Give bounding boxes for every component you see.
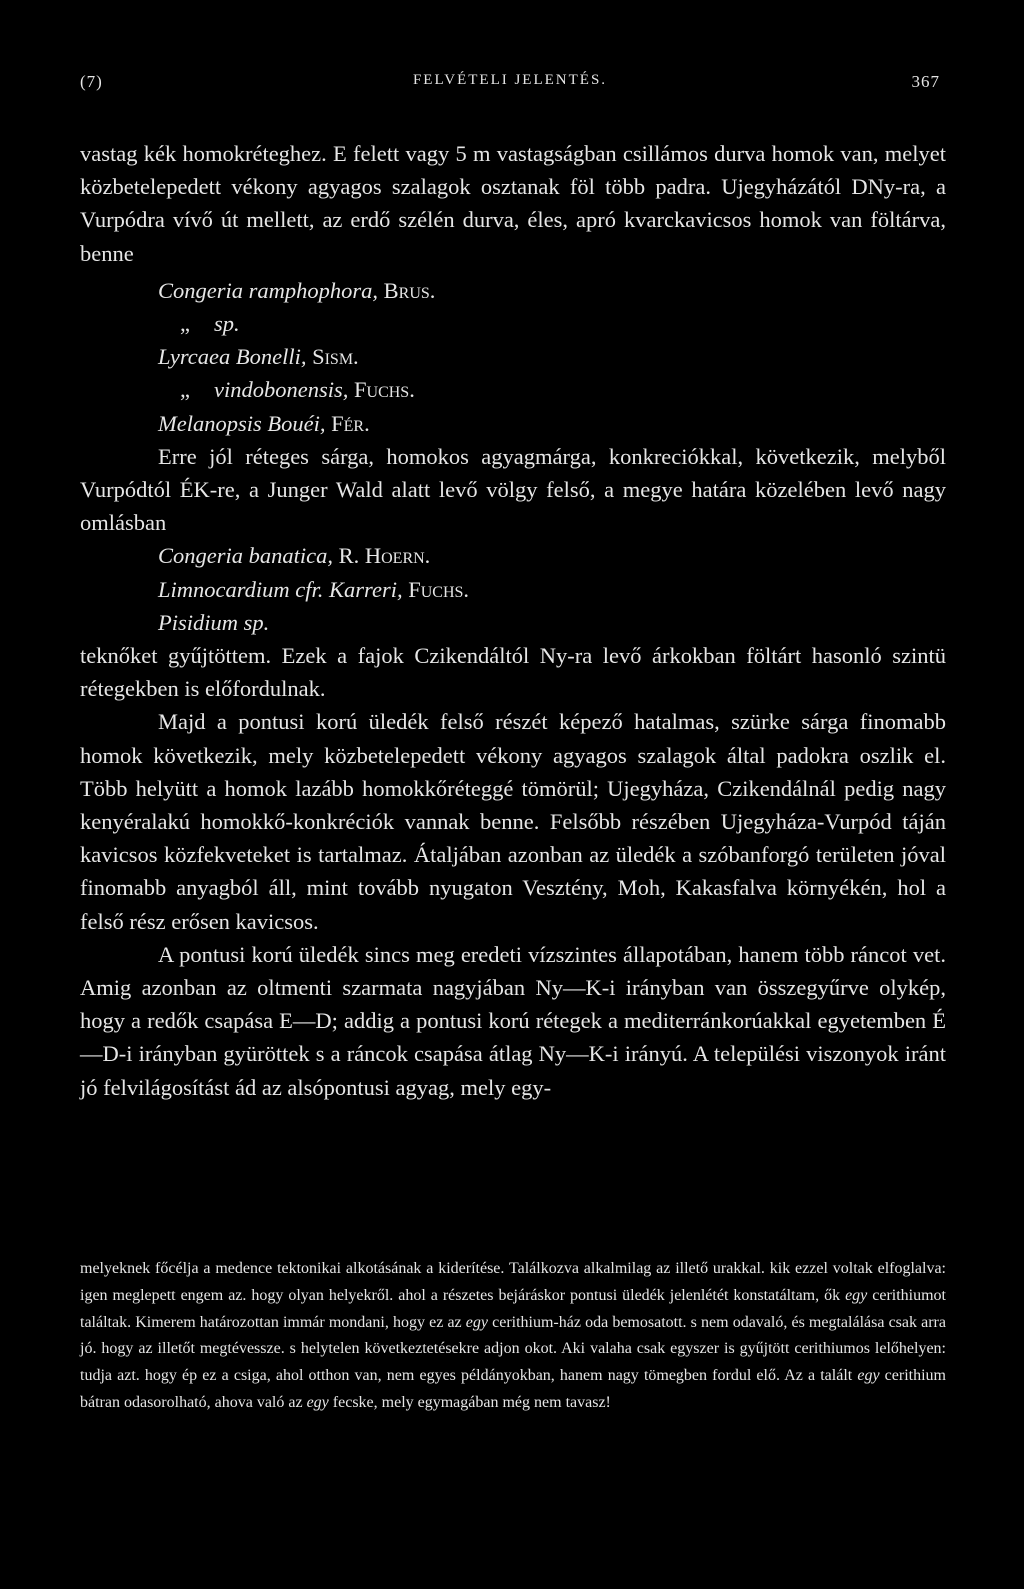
footnote-part: cerithiumot találtak. Kimerem határozottan immár mondani, hogy ez az xyxy=(80,1286,946,1331)
footnote-part: cerithium bátran odasorolható, ahova való az xyxy=(80,1367,946,1411)
species-name: vindobonensis, xyxy=(214,377,349,403)
ditto-mark: „ xyxy=(180,311,190,337)
section-number: (7) xyxy=(80,72,103,91)
species-name: Melanopsis Bouéi, xyxy=(158,410,326,436)
species-item xyxy=(80,539,946,572)
species-item xyxy=(80,307,946,340)
species-author: R. Hoern. xyxy=(338,543,431,569)
footnote-emphasis: egy xyxy=(845,1286,868,1304)
footnote-part: fecske, mely egymagában még nem tavasz! xyxy=(328,1393,611,1411)
paragraph-4: Majd a pontusi korú üledék felső részét képező hatalmas, szürke sárga finomabb homok következik, mely közbetelepedett vékony agyagos szalagok által padokra oszlik el. Több helyütt a homok lazább homokkőréteggé tömörül; Ujegyháza, Czikendálnál pedig nagy kenyéralakú homokkő-konkréciók vannak benne. Felsőbb részében Ujegyháza-Vurpód táján kavicsos közfekveteket is tartalmaz. Átaljában azonban az üledék a szóbanforgó területen jóval finomabb anyagból áll, mint tovább nyugaton Vesztény, Moh, Kakasfalva környékén, hol a felső rész erősen kavicsos. xyxy=(80,709,946,934)
species-author: Fér. xyxy=(331,410,370,436)
species-author: Fuchs. xyxy=(354,377,415,403)
ditto-mark: „ xyxy=(180,377,190,403)
paragraph-1: vastag kék homokréteghez. E felett vagy 5 m vastagságban csillámos durva homok van, melyet közbetelepedett vékony agyagos szalagok osztanak föl több padra. Ujegyházától DNy-ra, a Vurpódra vívő út mellett, az erdő szélén durva, éles, apró kvarckavicsos homok van föltárva, benne xyxy=(80,141,946,266)
species-item xyxy=(80,274,946,307)
footnote-part: cerithium-ház oda bemosatott. s nem odavaló, és megtalálása csak arra jó. hogy az illetőt megtévessze. s helytelen következtetésekre adjon okot. Aki valaha csak egyszer is gyűjtött cerithiumos lelőhelyen: tudja azt. hogy ép ez a csiga, ahol otthon van, nem egyes példányokban, hanem nagy tömegben fordul elő. Az a talált xyxy=(80,1313,946,1385)
footnote xyxy=(80,1256,946,1417)
species-author: Fuchs. xyxy=(408,576,470,602)
page-header xyxy=(80,72,940,102)
species-list-2 xyxy=(80,539,946,639)
footnote-text xyxy=(80,1256,946,1417)
footnote-emphasis: egy xyxy=(465,1313,488,1331)
species-name: Congeria banatica, xyxy=(158,543,333,569)
species-name: sp. xyxy=(214,311,240,337)
species-author: Brus. xyxy=(383,277,436,303)
main-text xyxy=(80,137,946,1104)
species-item xyxy=(80,373,946,406)
paragraph-5: A pontusi korú üledék sincs meg eredeti vízszintes állapotában, hanem több ráncot vet. Amig azonban az oltmenti szarmata nagyjában Ny—K-i irányban van összegyűrve olykép, hogy a redők csapása E—D; addig a pontusi korú rétegek a mediterránkorúakkal egyetemben É—D-i irányban gyüröttek s a ráncok csapása átlag Ny—K-i irányú. A települési viszonyok iránt jó felvilágosítást ád az alsópontusi agyag, mely egy- xyxy=(80,941,946,1100)
species-item xyxy=(80,340,946,373)
species-name: Lyrcaea Bonelli, xyxy=(158,344,307,370)
species-author: Sism. xyxy=(312,344,359,370)
running-title: FELVÉTELI JELENTÉS. xyxy=(412,72,608,88)
footnote-part: melyeknek főcélja a medence tektonikai alkotásának a kiderítése. Találkozva alkalmilag az illető urakkal. kik ezzel voltak elfoglalva: igen meglepett engem az. hogy olyan helyekről. ahol a részetes bejáráskor pontusi üledék jelenlétét konstatáltam, ők xyxy=(80,1260,946,1304)
species-item xyxy=(80,407,946,440)
page-number: 367 xyxy=(911,72,940,91)
paragraph-3: teknőket gyűjtöttem. Ezek a fajok Czikendáltól Ny-ra levő árkokban föltárt hasonló szintü rétegekben is előfordulnak. xyxy=(80,643,946,702)
species-item xyxy=(80,573,946,606)
species-name: Pisidium sp. xyxy=(158,609,270,635)
species-list-1 xyxy=(80,274,946,440)
species-name: Congeria ramphophora, xyxy=(158,277,379,303)
species-item xyxy=(80,606,946,639)
paragraph-2: Erre jól réteges sárga, homokos agyagmárga, konkreciókkal, következik, melyből Vurpódtól ÉK-re, a Junger Wald alatt levő völgy felső, a megye határa közelében levő nagy omlásban xyxy=(80,443,946,536)
footnote-emphasis: egy xyxy=(306,1393,329,1411)
footnote-emphasis: egy xyxy=(857,1367,880,1385)
species-name: Limnocardium cfr. Karreri, xyxy=(158,576,403,602)
